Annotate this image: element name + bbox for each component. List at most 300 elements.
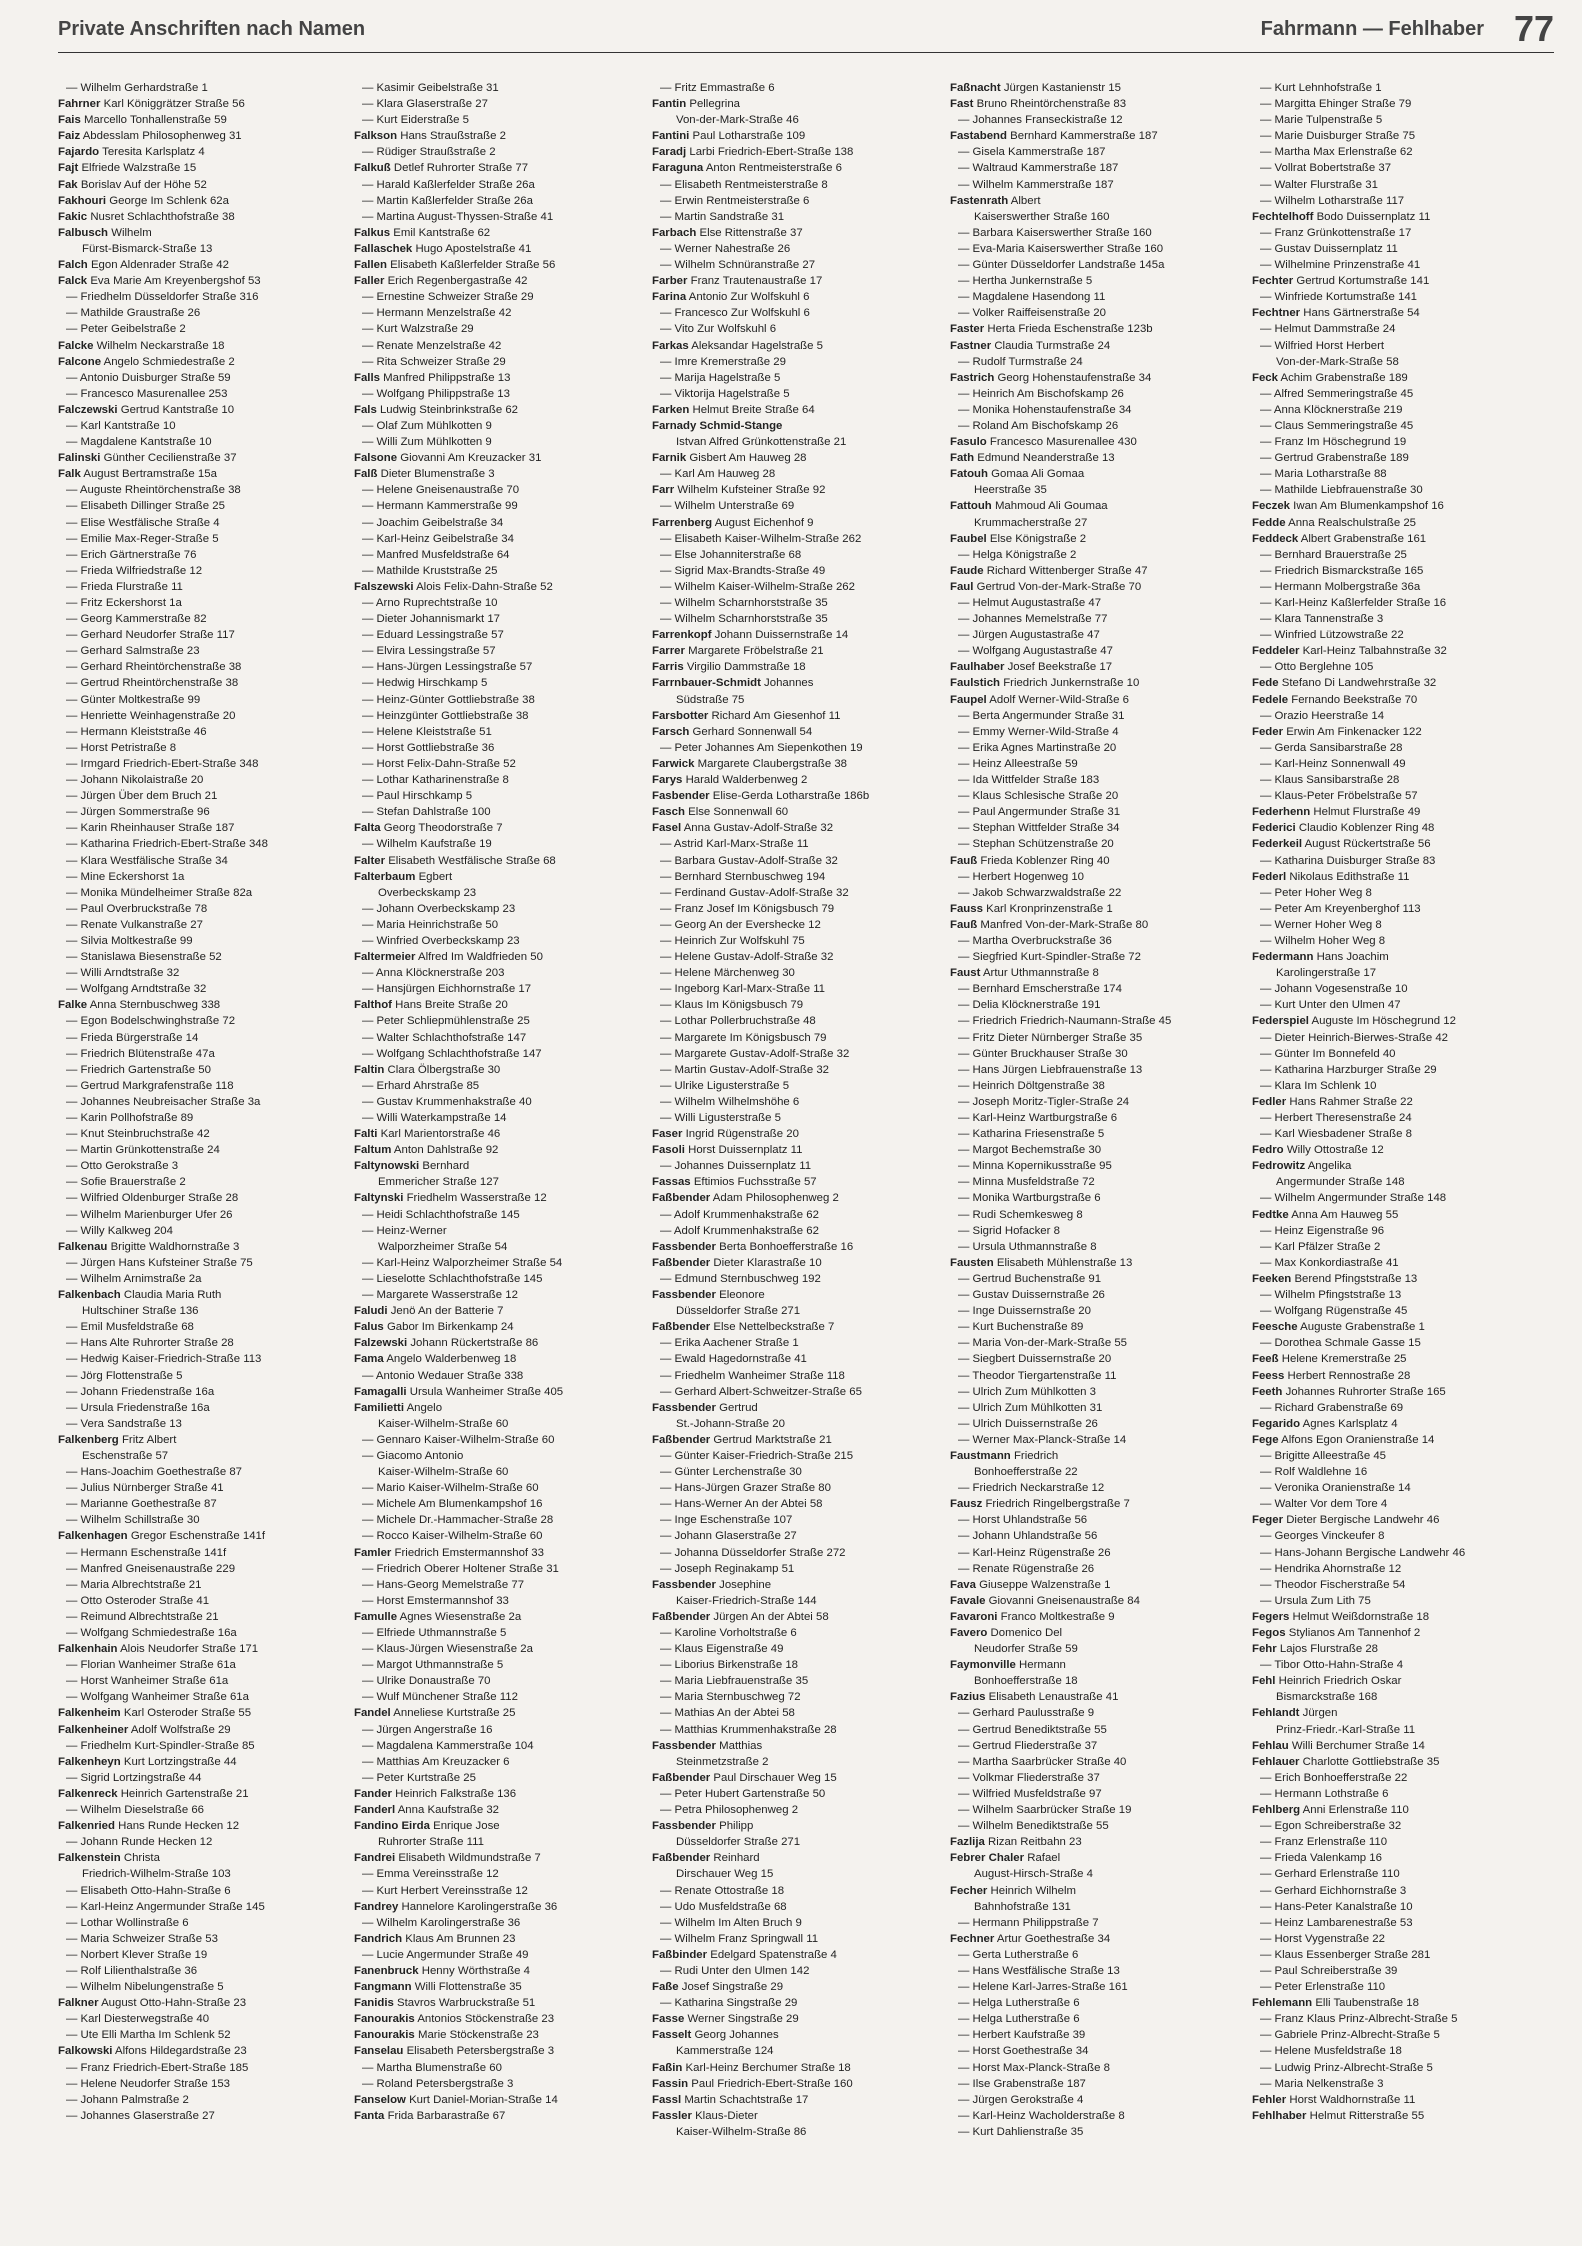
directory-entry [354,338,632,354]
surname: Faiz [58,130,81,143]
directory-entry [652,1641,930,1657]
entry-details: — Marie Duisburger Straße 75 [1260,130,1416,143]
entry-details: — Hertha Junkernstraße 5 [958,275,1093,288]
entry-details: — Klara Westfälische Straße 34 [66,854,228,867]
entry-details: — Friedrich Neckarstraße 12 [958,1482,1105,1495]
entry-details: — Peter Erlenstraße 110 [1260,1981,1386,1994]
directory-entry [354,756,632,772]
directory-entry [354,1689,632,1705]
directory-entry [652,2092,930,2108]
entry-details: — Karl-Heinz Rügenstraße 26 [958,1546,1111,1559]
directory-entry [652,1448,930,1464]
entry-details: — Theodor Fischerstraße 54 [1260,1578,1406,1591]
surname: Farr [652,484,675,497]
entry-details: — Irmgard Friedrich-Ebert-Straße 348 [66,757,259,770]
entry-details: — Gerhard Salmstraße 23 [66,645,200,658]
surname: Fassbender [652,1289,716,1302]
directory-entry [354,1528,632,1544]
directory-entry [950,1094,1228,1110]
entry-details: — Ulrich Zum Mühlkotten 31 [958,1401,1103,1414]
directory-entry [652,885,930,901]
directory-entry [58,1979,336,1995]
directory-entry [58,225,336,241]
entry-details: — Hermann Philippstraße 7 [958,1916,1099,1929]
surname: Fedrowitz [1252,1160,1306,1173]
surname: Farnady Schmid-Stange [652,419,783,432]
entry-details: — Erika Aachener Straße 1 [660,1337,799,1350]
entry-details: — Helene Kleiststraße 51 [362,725,492,738]
surname: Fandrich [354,1932,403,1945]
entry-details: Manfred Von-der-Mark-Straße 80 [980,918,1149,931]
directory-entry [950,2011,1228,2027]
entry-details: Horst Waldhornstraße 11 [1289,2093,1416,2106]
entry-details: Josef Singstraße 29 [681,1981,784,1994]
entry-details: Klaus Am Brunnen 23 [405,1932,516,1945]
directory-entry [354,144,632,160]
entry-details: August Eichenhof 9 [714,516,814,529]
entry-details: Albert Grabenstraße 161 [1300,532,1427,545]
entry-details: Manfred Philippstraße 13 [383,371,511,384]
surname: Farrer [652,645,685,658]
directory-entry [1252,450,1530,466]
directory-entry [950,1528,1228,1544]
directory-entry [1252,1158,1530,1174]
entry-details: — Giacomo Antonio [362,1449,464,1462]
surname: Fechtelhoff [1252,210,1314,223]
directory-entry [1252,370,1530,386]
directory-entry [652,1528,930,1544]
entry-details: — Erich Bonhoefferstraße 22 [1260,1771,1408,1784]
directory-entry [950,273,1228,289]
entry-details: Adolf Wolfstraße 29 [130,1723,231,1736]
directory-entry: Krummacherstraße 27 [974,516,1088,529]
entry-details: Angelo Walderbenweg 18 [386,1353,517,1366]
entry-details: — Barbara Gustav-Adolf-Straße 32 [660,854,838,867]
directory-entry [652,1770,930,1786]
entry-details: Heinrich Friedrich Oskar [1278,1675,1402,1688]
entry-details: — Dieter Johannismarkt 17 [362,613,501,626]
entry-details: — Wolfgang Schmiedestraße 16a [66,1627,237,1639]
directory-entry [58,193,336,209]
entry-details: — Imre Kremerstraße 29 [660,355,786,368]
directory-entry [58,1802,336,1818]
directory-entry [652,1496,930,1512]
directory-entry [58,1947,336,1963]
surname: Fanourakis [354,2013,415,2026]
directory-entry [354,1593,632,1609]
entry-details: — Friedrich Oberer Holtener Straße 31 [362,1562,559,1575]
entry-details: — Karl-Heinz Angermunder Straße 145 [66,1900,265,1913]
surname: Falck [58,275,88,288]
directory-entry [652,257,930,273]
entry-details: Giovanni Am Kreuzacker 31 [400,452,542,465]
entry-details: — Mathilde Kruststraße 25 [362,564,498,577]
entry-details: — Katharina Friesenstraße 5 [958,1128,1105,1141]
entry-details: Angelo Schmiedestraße 2 [103,355,235,368]
directory-entry [354,1319,632,1335]
surname: Fechter [1252,275,1294,288]
directory-entry [354,1609,632,1625]
entry-details: Wilhelm Neckarstraße 18 [96,339,225,352]
entry-details: — Peter Am Kreyenberghof 113 [1260,902,1421,915]
directory-entry: Istvan Alfred Grünkottenstraße 21 [676,436,847,449]
directory-column-2 [354,80,632,2124]
surname: Federl [1252,870,1287,883]
entry-details: — Franz Grünkottenstraße 17 [1260,226,1412,239]
entry-details: — Horst Petristraße 8 [66,741,177,754]
directory-entry [354,1223,632,1239]
entry-details: — Klaus Eigenstraße 49 [660,1643,784,1656]
directory-entry [354,1899,632,1915]
directory-entry [652,1030,930,1046]
entry-details: Heinrich Wilhelm [990,1884,1076,1897]
entry-details: — Mathilde Liebfrauenstraße 30 [1260,484,1423,497]
surname: Farrenkopf [652,629,712,642]
surname: Fazius [950,1691,986,1704]
directory-entry [58,418,336,434]
entry-details: — Jürgen Über dem Bruch 21 [66,790,218,803]
directory-entry [950,756,1228,772]
directory-entry: Angermunder Straße 148 [1276,1176,1405,1189]
directory-entry [354,241,632,257]
directory-entry [950,1657,1228,1673]
directory-entry [354,547,632,563]
entry-details: — Maria Nelkenstraße 3 [1260,2077,1384,2090]
entry-details: — Günter Lerchenstraße 30 [660,1466,802,1479]
directory-entry [58,160,336,176]
directory-entry [354,1641,632,1657]
entry-details: — Joseph Reginakamp 51 [660,1562,795,1575]
entry-details: — Maria Schweizer Straße 53 [66,1932,218,1945]
entry-details: — Helene Neudorfer Straße 153 [66,2077,230,2090]
surname: Fedde [1252,516,1286,529]
entry-details: — Maria Liebfrauenstraße 35 [660,1675,809,1688]
surname: Fasbender [652,790,710,803]
surname: Fandino Eirda [354,1820,430,1833]
surname: Fakhouri [58,194,107,207]
surname: Fehlhaber [1252,2109,1307,2122]
entry-details: — Horst Wanheimer Straße 61a [66,1675,229,1688]
surname: Favero [950,1627,988,1639]
entry-details: — Matthias Krummenhakstraße 28 [660,1723,837,1736]
directory-entry [58,1464,336,1480]
entry-details: — Paul Schreiberstraße 39 [1260,1964,1398,1977]
directory-entry [950,740,1228,756]
entry-details: — Karoline Vorholtstraße 6 [660,1627,797,1639]
entry-details: — Renate Menzelstraße 42 [362,339,502,352]
entry-details: — Hans-Georg Memelstraße 77 [362,1578,525,1591]
directory-entry [950,2124,1228,2140]
surname: Fassin [652,2077,689,2090]
entry-details: — Rudi Unter den Ulmen 142 [660,1964,810,1977]
entry-details: — Winfried Lützowstraße 22 [1260,629,1404,642]
directory-entry [950,1512,1228,1528]
directory-entry [354,177,632,193]
entry-details: Gertrud [719,1401,758,1414]
directory-entry [652,1239,930,1255]
entry-details: — Kurt Eiderstraße 5 [362,114,469,127]
directory-entry [1252,1754,1530,1770]
entry-details: Friedrich Ringelbergstraße 7 [985,1498,1130,1511]
entry-details: — Silvia Moltkestraße 99 [66,934,193,947]
directory-entry [652,241,930,257]
directory-entry [1252,1046,1530,1062]
directory-entry [354,1802,632,1818]
directory-entry [58,885,336,901]
entry-details: — Manfred Musfeldstraße 64 [362,548,510,561]
entry-details: — Kurt Buchenstraße 89 [958,1321,1084,1334]
entry-details: — Martha Blumenstraße 60 [362,2061,502,2074]
directory-entry [354,80,632,96]
entry-details: Hans Breite Straße 20 [395,999,508,1012]
directory-entry [58,498,336,514]
directory-entry [58,740,336,756]
entry-details: — Fritz Eckershorst 1a [66,597,182,609]
directory-entry [950,1319,1228,1335]
entry-details: — Elisabeth Kaiser-Wilhelm-Straße 262 [660,532,862,545]
directory-entry [652,531,930,547]
directory-entry [1252,1287,1530,1303]
surname: Fehl [1252,1675,1276,1688]
directory-entry [58,1915,336,1931]
directory-entry [58,869,336,885]
directory-entry: Neudorfer Straße 59 [974,1643,1078,1656]
entry-details: — Mario Kaiser-Wilhelm-Straße 60 [362,1482,539,1495]
entry-details: — Bernhard Sternbuschweg 194 [660,870,826,883]
directory-entry [58,1351,336,1367]
directory-entry [354,1915,632,1931]
surname: Fasch [652,806,685,819]
entry-details: — Wilhelm Hoher Weg 8 [1260,934,1386,947]
entry-details: — Siegbert Duissernstraße 20 [958,1353,1112,1366]
surname: Feger [1252,1514,1284,1527]
surname: Fegers [1252,1610,1290,1623]
surname: Feck [1252,371,1278,384]
directory-entry [652,177,930,193]
directory-entry [1252,1223,1530,1239]
entry-details: — Helene Musfeldstraße 18 [1260,2045,1402,2058]
directory-entry [950,1818,1228,1834]
entry-details: Alois Neudorfer Straße 171 [120,1643,259,1656]
directory-entry [950,321,1228,337]
directory-entry [950,1738,1228,1754]
entry-details: — Gerta Lutherstraße 6 [958,1948,1079,1961]
directory-entry [58,1754,336,1770]
directory-entry [58,1850,336,1866]
directory-entry [950,305,1228,321]
surname: Feeth [1252,1385,1283,1398]
directory-entry [950,611,1228,627]
entry-details: August Rückertstraße 56 [1304,838,1431,851]
directory-entry [950,853,1228,869]
entry-details: — Adolf Krummenhakstraße 62 [660,1224,819,1237]
entry-details: — Wolfgang Rügenstraße 45 [1260,1305,1408,1318]
directory-entry [652,788,930,804]
directory-entry [354,627,632,643]
directory-entry [1252,1351,1530,1367]
entry-details: — Johann Palmstraße 2 [66,2093,189,2106]
entry-details: — Sigrid Hofacker 8 [958,1224,1060,1237]
directory-entry [354,1705,632,1721]
surname: Falsone [354,452,398,465]
entry-details: Dieter Klarastraße 10 [713,1256,822,1269]
directory-entry: Ruhrorter Straße 111 [378,1836,484,1849]
surname: Fasel [652,822,682,835]
directory-entry [354,2043,632,2059]
directory-entry [58,338,336,354]
entry-details: — Matthias Am Kreuzacker 6 [362,1755,510,1768]
surname: Faulstich [950,677,1001,690]
entry-details: — Vito Zur Wolfskuhl 6 [660,323,777,336]
directory-entry [58,853,336,869]
surname: Falcke [58,339,94,352]
directory-entry [652,498,930,514]
entry-details: — Dieter Heinrich-Bierwes-Straße 42 [1260,1031,1449,1044]
entry-details: — Georges Vinckeufer 8 [1260,1530,1385,1543]
directory-entry [354,1545,632,1561]
directory-entry [1252,901,1530,917]
directory-entry [652,418,930,434]
entry-details: — Elisabeth Dillinger Straße 25 [66,500,225,513]
directory-entry [1252,273,1530,289]
surname: Fassbender [652,1739,716,1752]
directory-entry [950,2060,1228,2076]
directory-entry [58,370,336,386]
entry-details: — Hermann Kammerstraße 99 [362,500,518,513]
directory-entry: Kaiser-Friedrich-Straße 144 [676,1594,817,1607]
entry-details: — Gerhard Albert-Schweitzer-Straße 65 [660,1385,862,1398]
directory-entry [950,708,1228,724]
directory-entry [354,788,632,804]
entry-details: — Helene Karl-Jarres-Straße 161 [958,1981,1128,1994]
surname: Fehlauer [1252,1755,1300,1768]
entry-details: — Julius Nürnberger Straße 41 [66,1482,224,1495]
directory-entry [58,981,336,997]
directory-entry [354,1078,632,1094]
directory-entry [58,354,336,370]
surname: Fecher [950,1884,988,1897]
entry-details: — Johannes Memelstraße 77 [958,613,1108,626]
surname: Faltin [354,1063,385,1076]
surname: Feddeler [1252,645,1300,658]
entry-details: Emil Kantstraße 62 [393,226,491,239]
entry-details: — Wilhelm Im Alten Bruch 9 [660,1916,802,1929]
directory-entry [652,1995,930,2011]
directory-entry [1252,1255,1530,1271]
directory-entry [652,627,930,643]
entry-details: Johannes [764,677,814,690]
surname: Falch [58,259,88,272]
directory-entry: Von-der-Mark-Straße 46 [676,114,799,127]
entry-details: — Hermann Lothstraße 6 [1260,1787,1389,1800]
entry-details: — Mathias An der Abtei 58 [660,1707,795,1720]
entry-details: — Klaus-Jürgen Wiesenstraße 2a [362,1643,533,1656]
entry-details: — Karl-Heinz Kaßlerfelder Straße 16 [1260,597,1447,609]
surname: Falkowski [58,2045,113,2058]
surname: Farris [652,661,684,674]
directory-entry [1252,1883,1530,1899]
surname: Farsch [652,725,690,738]
entry-details: Friedrich Emstermannshof 33 [394,1546,544,1559]
surname: Faßbender [652,1192,711,1205]
entry-details: Anton Rentmeisterstraße 6 [705,162,842,175]
surname: Fanselau [354,2045,404,2058]
directory-entry [58,1593,336,1609]
directory-entry [652,1400,930,1416]
entry-details: — Siegfried Kurt-Spindler-Straße 72 [958,951,1141,964]
entry-details: — Harald Kaßlerfelder Straße 26a [362,178,535,191]
directory-entry [354,1754,632,1770]
surname: Faltynski [354,1192,404,1205]
entry-details: — Jörg Flottenstraße 5 [66,1369,183,1382]
directory-entry: Düsseldorfer Straße 271 [676,1305,801,1318]
surname: Faster [950,323,985,336]
surname: Fasoli [652,1144,685,1157]
entry-details: Anna Am Hauweg 55 [1291,1208,1399,1221]
surname: Faymonville [950,1659,1016,1672]
entry-details: — Wulf Münchener Straße 112 [362,1691,518,1704]
directory-entry [1252,740,1530,756]
entry-details: Ingrid Rügenstraße 20 [685,1128,799,1141]
entry-details: — Friedrich Gartenstraße 50 [66,1063,211,1076]
directory-column-3 [652,80,930,2140]
surname: Faul [950,580,974,593]
entry-details: — Rudi Schemkesweg 8 [958,1208,1083,1221]
surname: Farina [652,291,687,304]
surname: Falkenried [58,1820,115,1833]
directory-entry [354,643,632,659]
directory-entry [652,949,930,965]
entry-details: Gertrud Kortumstraße 141 [1296,275,1430,288]
directory-entry [354,498,632,514]
entry-details: — Wilhelm Pfingststraße 13 [1260,1289,1402,1302]
surname: Fanidis [354,1997,394,2010]
surname: Feczek [1252,500,1290,513]
directory-entry [58,917,336,933]
entry-details: Philipp [719,1820,754,1833]
entry-details: — Astrid Karl-Marx-Straße 11 [660,838,809,851]
directory-entry [950,1432,1228,1448]
directory-entry [950,1754,1228,1770]
directory-entry [950,1400,1228,1416]
directory-entry [354,869,632,885]
directory-entry [950,1013,1228,1029]
surname: Fedele [1252,693,1289,706]
entry-details: — Wilhelm Saarbrücker Straße 19 [958,1804,1132,1817]
directory-entry [1252,1561,1530,1577]
entry-details: — Magdalene Kantstraße 10 [66,436,212,449]
directory-entry [354,579,632,595]
entry-details: — Paul Hirschkamp 5 [362,790,473,803]
entry-details: Hans Rahmer Straße 22 [1289,1095,1413,1108]
directory-entry: August-Hirsch-Straße 4 [974,1868,1094,1881]
entry-details: — Klara Glaserstraße 27 [362,98,488,111]
entry-details: Alois Felix-Dahn-Straße 52 [416,580,553,593]
directory-entry: Eschenstraße 57 [82,1449,169,1462]
directory-entry [950,563,1228,579]
directory-entry [58,1561,336,1577]
entry-details: — Friedrich Friedrich-Naumann-Straße 45 [958,1015,1172,1028]
entry-details: Helmut Ritterstraße 55 [1309,2109,1425,2122]
entry-details: — Martin Gustav-Adolf-Straße 32 [660,1063,830,1076]
directory-entry [652,273,930,289]
directory-entry [1252,1271,1530,1287]
entry-details: Karl Königgrätzer Straße 56 [103,98,245,111]
entry-details: — Paul Angermunder Straße 31 [958,806,1121,819]
directory-entry [1252,1464,1530,1480]
entry-details: — Tibor Otto-Hahn-Straße 4 [1260,1659,1404,1672]
directory-entry [354,1335,632,1351]
